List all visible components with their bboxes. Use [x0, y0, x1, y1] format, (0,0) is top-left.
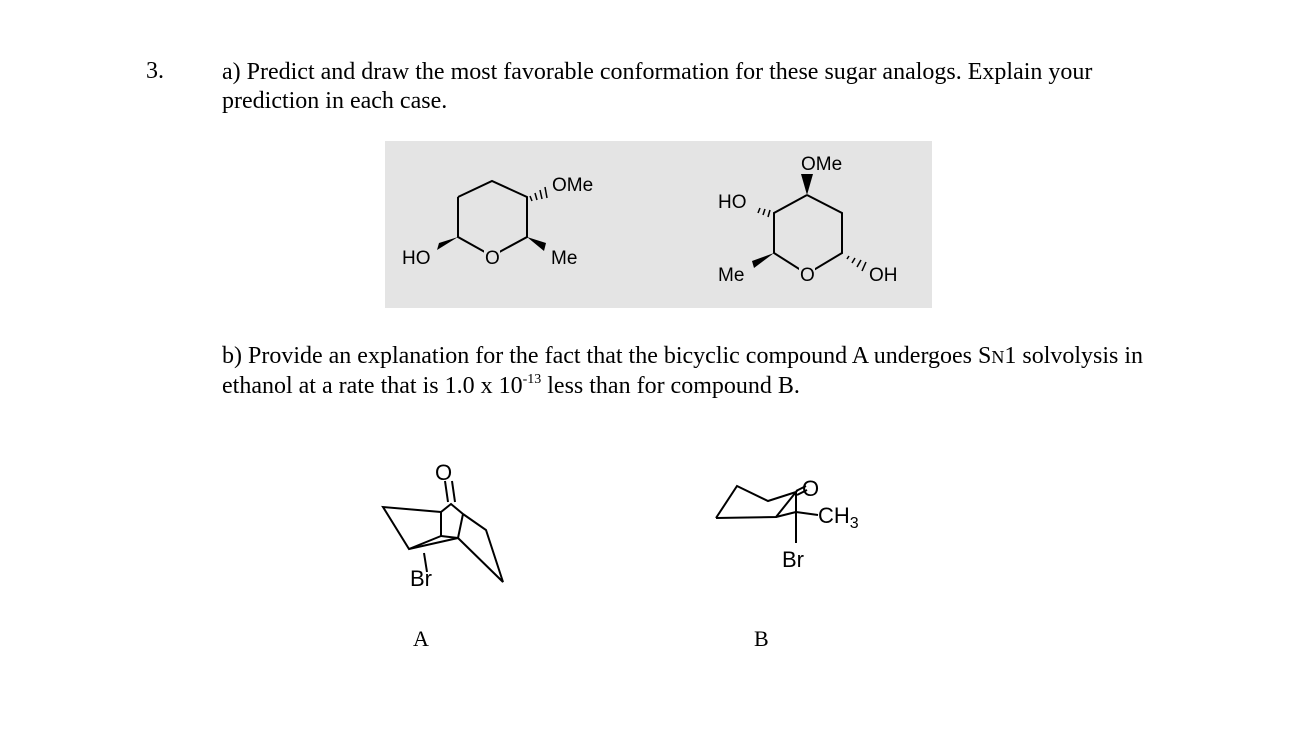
- sugar-2-oh-label: OH: [869, 265, 898, 286]
- compound-b-ch3-subscript: 3: [849, 515, 859, 532]
- question-number: 3.: [146, 58, 164, 84]
- compound-b-label: B: [754, 626, 769, 651]
- sugar-1-ome-label: OMe: [552, 175, 594, 196]
- sugar-analog-1: [458, 181, 527, 256]
- compound-a-structure: [383, 481, 503, 582]
- compound-b-ch-text: CH: [818, 503, 850, 528]
- compound-a-label: A: [413, 626, 429, 651]
- part-b-text-2: 1 solvolysis in ethanol at a rate that is 1.0 x 10: [222, 343, 1144, 399]
- part-b-text-3: less than for compound B.: [541, 373, 800, 399]
- part-b-subscript-n: N: [991, 347, 1005, 367]
- compound-a-br-label: Br: [410, 566, 432, 591]
- sugar-2-ring-oxygen-label: O: [800, 265, 815, 286]
- sugar-2-me-label: Me: [718, 265, 745, 286]
- sugar-1-ring-oxygen-label: O: [485, 248, 500, 269]
- sugar-analog-2-wedges: [752, 174, 866, 271]
- compound-b-ch3-label: [818, 503, 859, 532]
- sugar-2-ome-label: OMe: [801, 154, 843, 175]
- sugar-1-ho-label: HO: [402, 248, 431, 269]
- sugar-analog-1-wedges: [437, 187, 547, 251]
- sugar-1-me-label: Me: [551, 248, 578, 269]
- part-b-exponent: -13: [522, 372, 542, 387]
- part-b-text-1: b) Provide an explanation for the fact that the bicyclic compound A undergoes S: [222, 343, 992, 369]
- part-a-text: a) Predict and draw the most favorable conformation for these sugar analogs. Explain your prediction in each case.: [222, 59, 1093, 114]
- compound-b-br-label: Br: [782, 547, 804, 572]
- compound-b-oxygen-label: O: [802, 476, 820, 501]
- sugar-analog-2: [774, 195, 842, 274]
- sugar-2-ho-label: HO: [718, 192, 747, 213]
- compound-a-oxygen-label: O: [435, 460, 453, 485]
